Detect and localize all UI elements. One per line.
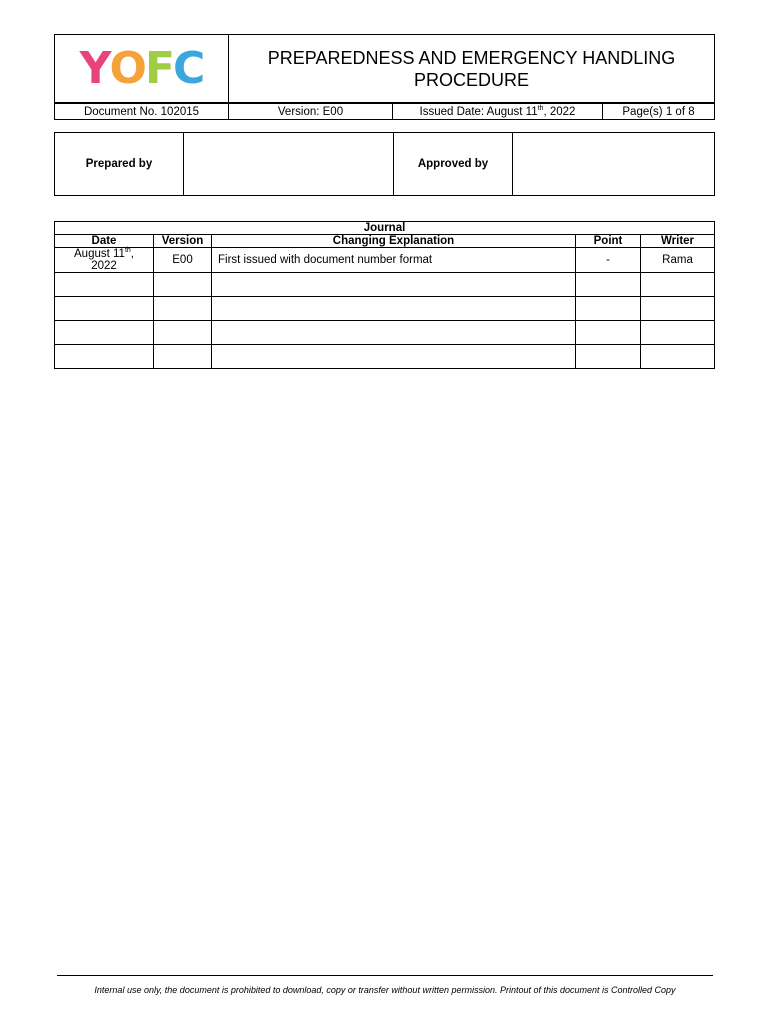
logo-letter-c: C [173, 42, 204, 94]
footer-divider [57, 975, 713, 976]
issued-date: Issued Date: August 11th, 2022 [393, 103, 603, 120]
row-date [55, 273, 154, 297]
row-point: - [576, 248, 641, 273]
column-header-explanation: Changing Explanation [212, 235, 576, 248]
row-version [154, 273, 212, 297]
row-point [576, 297, 641, 321]
row-explanation [212, 297, 576, 321]
row-date [55, 321, 154, 345]
prepared-by-label: Prepared by [55, 133, 184, 196]
row-version [154, 297, 212, 321]
logo-cell [55, 35, 229, 104]
document-number: Document No. 102015 [55, 103, 229, 120]
row-writer [641, 345, 715, 369]
row-writer [641, 321, 715, 345]
row-version [154, 345, 212, 369]
row-date: August 11th, 2022 [55, 248, 154, 273]
column-header-date: Date [55, 235, 154, 248]
page-count: Page(s) 1 of 8 [603, 103, 715, 120]
row-point [576, 273, 641, 297]
journal-title: Journal [55, 222, 715, 235]
logo-letter-f: F [144, 42, 174, 94]
column-header-point: Point [576, 235, 641, 248]
table-row [55, 273, 715, 297]
row-date [55, 345, 154, 369]
table-row [55, 345, 715, 369]
prepared-by-value [184, 133, 394, 196]
row-writer: Rama [641, 248, 715, 273]
column-header-version: Version [154, 235, 212, 248]
row-version [154, 321, 212, 345]
logo-letter-y: Y [79, 42, 110, 94]
journal-table [54, 221, 715, 369]
company-logo [79, 42, 204, 94]
row-point [576, 321, 641, 345]
table-row [55, 248, 715, 273]
approval-table [54, 132, 715, 196]
row-version: E00 [154, 248, 212, 273]
document-header [54, 34, 715, 120]
footer-disclaimer: Internal use only, the document is prohibited to download, copy or transfer without written permission. Printout of this document is Controlled Copy [94, 985, 676, 995]
row-date [55, 297, 154, 321]
row-explanation: First issued with document number format [212, 248, 576, 273]
row-writer [641, 297, 715, 321]
row-explanation [212, 321, 576, 345]
approved-by-label: Approved by [394, 133, 513, 196]
title-line-1: PREPAREDNESS AND EMERGENCY HANDLING [267, 47, 676, 68]
approved-by-value [513, 133, 715, 196]
row-explanation [212, 345, 576, 369]
column-header-writer: Writer [641, 235, 715, 248]
title-line-2: PROCEDURE [413, 69, 529, 90]
document-title [229, 35, 715, 104]
row-point [576, 345, 641, 369]
table-row [55, 321, 715, 345]
table-row [55, 297, 715, 321]
row-writer [641, 273, 715, 297]
row-explanation [212, 273, 576, 297]
logo-letter-o: O [109, 42, 145, 94]
document-version: Version: E00 [229, 103, 393, 120]
